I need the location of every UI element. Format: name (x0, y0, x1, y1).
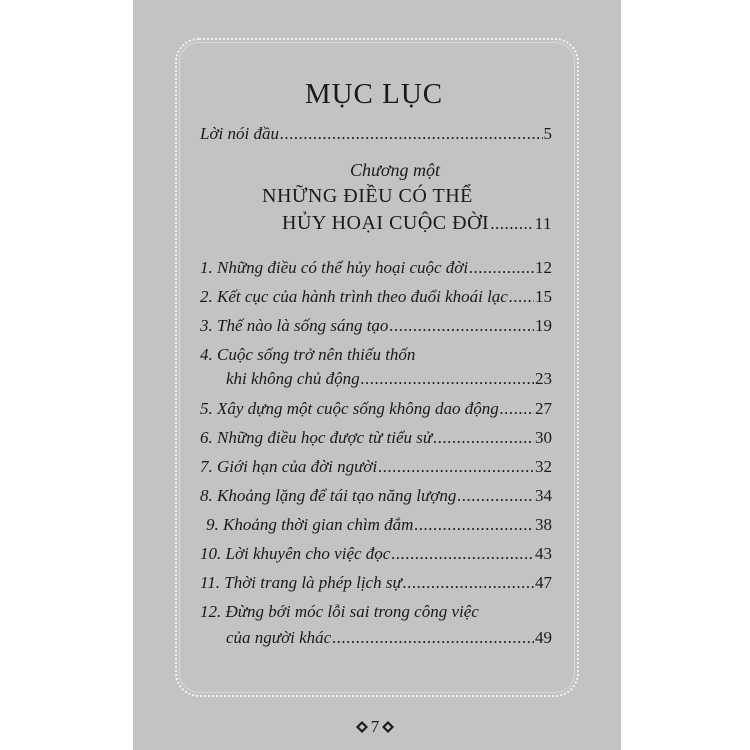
toc-entry-page: 47 (535, 573, 552, 592)
toc-entry (200, 316, 552, 336)
chapter-heading-line2 (282, 212, 552, 235)
toc-entry-label: 7. Giới hạn của đời người (200, 457, 378, 476)
toc-entry (226, 369, 552, 389)
toc-entry-label: 6. Những điều học được từ tiểu sử (200, 428, 433, 447)
toc-entry (200, 258, 552, 278)
toc-entry-page: 30 (535, 428, 552, 447)
toc-entry-page: 19 (535, 316, 552, 335)
dot-leader (490, 214, 533, 234)
ornament-right-icon (382, 721, 394, 733)
toc-entry (226, 628, 552, 648)
dot-leader (469, 258, 534, 278)
toc-entry-page: 43 (535, 544, 552, 563)
toc-entry-page: 49 (535, 628, 552, 647)
chapter-heading-text: HỦY HOẠI CUỘC ĐỜI (282, 212, 490, 234)
page-number-footer (0, 717, 750, 737)
toc-entry (200, 457, 552, 477)
toc-entry-label: 1. Những điều có thể hủy hoại cuộc đời (200, 258, 469, 277)
toc-entry-page: 15 (535, 287, 552, 306)
toc-entry-label: 10. Lời khuyên cho việc đọc (200, 544, 391, 563)
toc-entry (200, 287, 552, 307)
toc-entry-label: 9. Khoảng thời gian chìm đắm (206, 515, 414, 534)
page-title: MỤC LỤC (304, 78, 444, 110)
toc-entry-label-line1: 4. Cuộc sống trở nên thiếu thốn (200, 345, 416, 364)
dot-leader (378, 457, 534, 477)
toc-entry-label: 8. Khoảng lặng để tái tạo năng lượng (200, 486, 457, 505)
chapter-heading-line1: NHỮNG ĐIỀU CÓ THỂ (262, 185, 473, 207)
toc-entry-page: 23 (535, 369, 552, 388)
dot-leader (389, 316, 534, 336)
dot-leader (361, 369, 534, 389)
toc-entry (200, 399, 552, 419)
toc-entry-page: 34 (535, 486, 552, 505)
dot-leader (280, 124, 543, 144)
toc-entry-preface (200, 124, 552, 144)
chapter-page: 11 (534, 214, 552, 233)
chapter-label: Chương một (350, 160, 440, 180)
page-number: 7 (370, 717, 380, 736)
toc-entry-label: của người khác (226, 628, 332, 647)
toc-entry-label: 5. Xây dựng một cuộc sống không dao động (200, 399, 499, 418)
toc-entry-page: 12 (535, 258, 552, 277)
toc-entry-label: khi không chủ động (226, 369, 360, 388)
toc-entry (200, 573, 552, 593)
toc-entry (200, 544, 552, 564)
toc-entry-label: 3. Thế nào là sống sáng tạo (200, 316, 389, 335)
toc-entry-page: 32 (535, 457, 552, 476)
dot-leader (509, 287, 534, 307)
toc-entry (200, 486, 552, 506)
dot-leader (332, 628, 534, 648)
dot-leader (457, 486, 534, 506)
toc-entry-page: 27 (535, 399, 552, 418)
toc-entry-label: 11. Thời trang là phép lịch sự (200, 573, 402, 592)
dot-leader (414, 515, 534, 535)
dot-leader (403, 573, 534, 593)
dot-leader (433, 428, 534, 448)
dot-leader (500, 399, 534, 419)
toc-entry-page: 5 (543, 124, 552, 143)
toc-entry (206, 515, 552, 535)
toc-entry (200, 428, 552, 448)
dot-leader (391, 544, 534, 564)
toc-entry-label-line1: 12. Đừng bới móc lỗi sai trong công việc (200, 602, 479, 621)
toc-entry-label: 2. Kết cục của hành trình theo đuổi khoái lạc (200, 287, 508, 306)
toc-entry-label: Lời nói đầu (200, 124, 279, 143)
ornament-left-icon (356, 721, 368, 733)
toc-entry-page: 38 (535, 515, 552, 534)
